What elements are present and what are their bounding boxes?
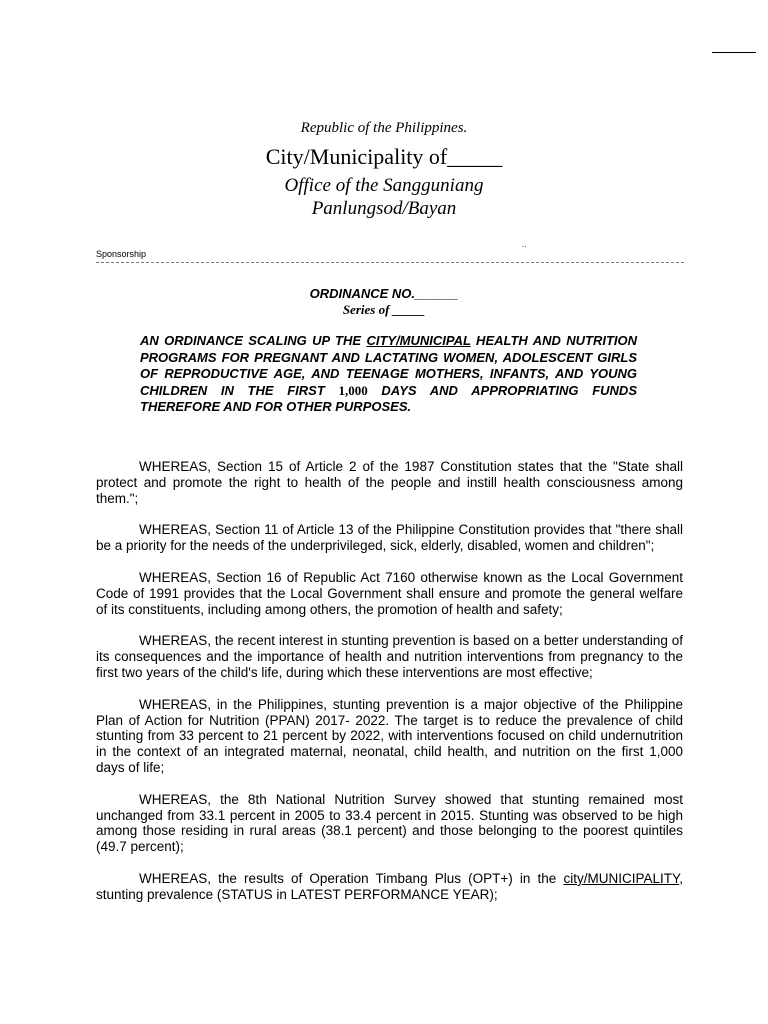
whereas-paragraph: WHEREAS, the 8th National Nutrition Survey showed that stunting remained most unchanged from 33.1 percent in 2005 to 33.4 percent in 2015. Stunting was observed to be high among those residing in rural areas (38.1 percent) and those belonging to the poorest quintiles (49.7 percent); bbox=[96, 791, 683, 855]
title-number: 1,000 bbox=[338, 382, 368, 398]
last-whereas-underlined: city/MUNICIPALITY bbox=[563, 870, 680, 886]
ordinance-title bbox=[140, 333, 637, 416]
title-underlined: CITY/MUNICIPAL bbox=[366, 333, 471, 348]
ordinance-series: Series of _____ bbox=[342, 302, 426, 317]
top-right-rule bbox=[712, 52, 756, 53]
whereas-paragraph: WHEREAS, Section 16 of Republic Act 7160 otherwise known as the Local Government Code of 1991 provides that the Local Government shall ensure and promote the general welfare of its constituents, including among others, the promotion of health and safety; bbox=[96, 569, 683, 617]
title-part-1: AN ORDINANCE SCALING UP THE bbox=[140, 333, 367, 348]
whereas-paragraph: WHEREAS, Section 15 of Article 2 of the 1987 Constitution states that the "State shall protect and promote the right to health of the people and instill health consciousness among them."; bbox=[96, 459, 683, 506]
last-whereas-part-2: , stunting prevalence (STATUS in LATEST PERFORMANCE YEAR); bbox=[96, 870, 683, 902]
last-whereas-part-1: WHEREAS, the results of Operation Timbang Plus (OPT+) in the bbox=[139, 870, 564, 886]
whereas-paragraph-last bbox=[96, 871, 683, 903]
title-part-3: DAYS AND APPROPRIATING FUNDS THEREFORE AND FOR OTHER PURPOSES. bbox=[140, 382, 637, 414]
office-heading bbox=[0, 174, 768, 220]
whereas-paragraph: WHEREAS, in the Philippines, stunting prevention is a major objective of the Philippine Plan of Action for Nutrition (PPAN) 2017- 2022. The target is to reduce the prevalence of child stunting from 33 percent to 21 percent by 2022, with interventions focused on child undernutrition in the context of an integrated maternal, neonatal, child health, and nutrition on the first 1,000 days of life; bbox=[96, 696, 683, 775]
whereas-paragraph: WHEREAS, Section 11 of Article 13 of the Philippine Constitution provides that "there shall be a priority for the needs of the underprivileged, sick, elderly, disabled, women and children"; bbox=[96, 522, 683, 554]
office-line-1: Office of the Sangguniang bbox=[284, 175, 484, 196]
office-line-2: Panlungsod/Bayan bbox=[311, 198, 457, 219]
whereas-paragraph: WHEREAS, the recent interest in stunting prevention is based on a better understanding of its consequences and the importance of health and nutrition interventions from pregnancy to the first two years of the child's life, during which these interventions are most effective; bbox=[96, 633, 683, 680]
ordinance-number: ORDINANCE NO.______ bbox=[309, 286, 459, 301]
city-heading: City/Municipality of_____ bbox=[265, 144, 503, 169]
title-part-2: HEALTH AND NUTRITION PROGRAMS FOR PREGNANT AND LACTATING WOMEN, ADOLESCENT GIRLS OF REPRODUCTIVE AGE, AND TEENAGE MOTHERS, INFANTS, AND YOUNG CHILDREN IN THE FIRST bbox=[140, 333, 638, 398]
whereas-body bbox=[96, 459, 683, 919]
sponsorship-label: Sponsorship bbox=[96, 249, 147, 259]
dashed-divider bbox=[96, 262, 684, 263]
dot-marks: .. bbox=[522, 240, 527, 249]
republic-heading: Republic of the Philippines. bbox=[300, 120, 468, 136]
